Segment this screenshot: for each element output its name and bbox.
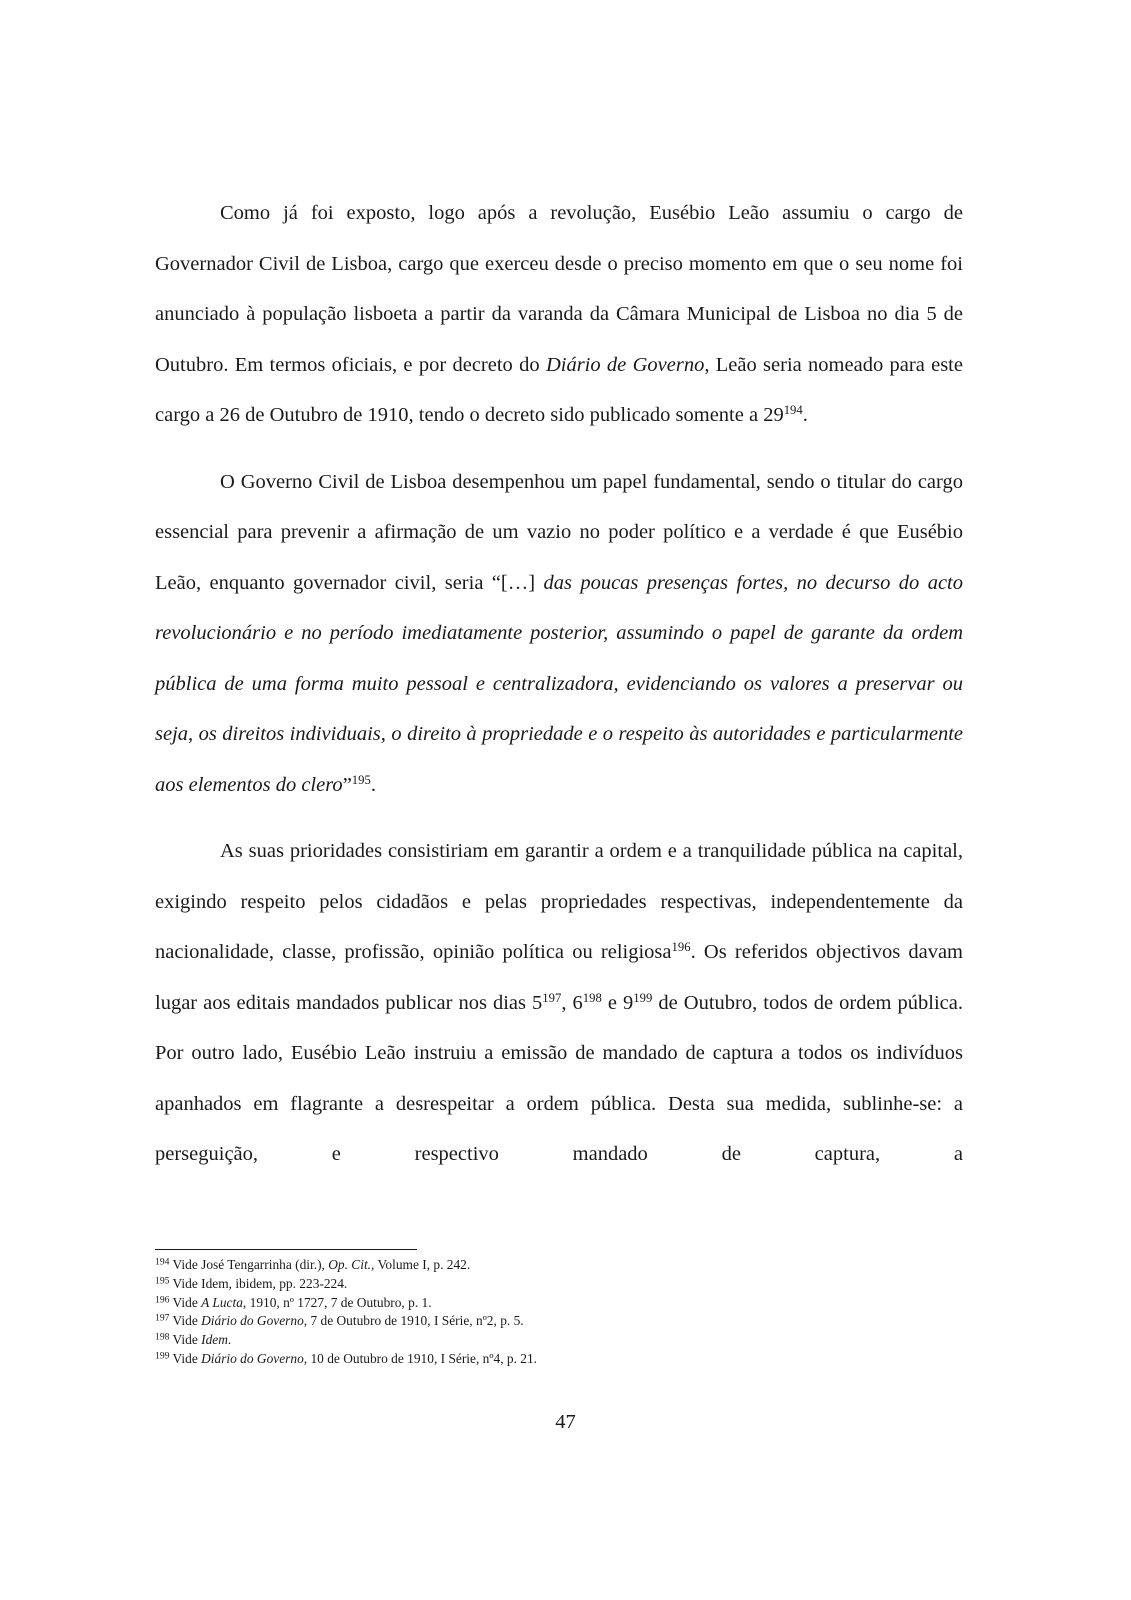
footnote-194: [155, 1256, 963, 1275]
body-text: [155, 188, 963, 1196]
paragraph-2-end: .: [370, 773, 376, 796]
paragraph-3-text-cont-2: , 6: [561, 991, 583, 1014]
paragraph-3: [155, 826, 963, 1180]
footnote-text-end: .: [227, 1332, 232, 1348]
publication-title: Diário de Governo: [545, 353, 705, 376]
italic-quotation: das poucas presenças fortes, no decurso do acto revolucionário e no período imediatamente posterior, assumindo o papel de garante da ordem pública de uma forma muito pessoal e centralizadora, evidenciando os valores a preservar ou seja, os direitos individuais, o direito à propriedade e o respeito às autoridades e particularmente aos elementos do clero: [155, 571, 963, 796]
footnote-199: [155, 1350, 963, 1369]
paragraph-2: [155, 457, 963, 811]
footnote-196: [155, 1294, 963, 1313]
footnote-number: 198: [155, 1331, 170, 1343]
footnote-197: [155, 1312, 963, 1331]
footnote-ref-198[interactable]: 198: [582, 990, 602, 1005]
paragraph-1-text-cont: , Leão seria nomeado para este cargo a 26 de Outubro de 1910, tendo o decreto sido publicado somente a 29: [155, 353, 963, 426]
footnote-text: Vide: [172, 1350, 202, 1366]
footnote-ref-199[interactable]: 199: [633, 990, 653, 1005]
paragraph-3-text-cont-3: e 9: [601, 991, 634, 1014]
footnote-number: 196: [155, 1294, 170, 1306]
footnote-italic: Diário do Governo: [201, 1350, 304, 1366]
footnote-separator: [155, 1249, 417, 1250]
paragraph-1-text: Como já foi exposto, logo após a revolução, Eusébio Leão assumiu o cargo de Governador Civil de Lisboa, cargo que exerceu desde o preciso momento em que o seu nome foi anunciado à população lisboeta a partir da varanda da Câmara Municipal de Lisboa no dia 5 de Outubro. Em termos oficiais, e por decreto do: [155, 202, 963, 376]
footnote-198: [155, 1331, 963, 1350]
paragraph-2-text: O Governo Civil de Lisboa desempenhou um papel fundamental, sendo o titular do cargo essencial para prevenir a afirmação de um vazio no poder político e a verdade é que Eusébio Leão, enquanto governador civil, seria “[…]: [155, 470, 963, 594]
paragraph-3-text: As suas prioridades consistiriam em garantir a ordem e a tranquilidade pública na capital, exigindo respeito pelos cidadãos e pelas propriedades respectivas, independentemente da nacionalidade, classe, profissão, opinião política ou religiosa: [155, 840, 963, 963]
footnotes: [155, 1256, 963, 1369]
footnote-text-end: , 1910, nº 1727, 7 de Outubro, p. 1.: [242, 1294, 432, 1310]
footnote-number: 199: [155, 1350, 170, 1362]
footnote-text: Vide: [172, 1294, 202, 1310]
footnote-italic: Diário do Governo: [201, 1313, 304, 1329]
footnote-text: Vide: [172, 1332, 202, 1348]
closing-quote: ”: [342, 773, 352, 796]
footnote-195: [155, 1275, 963, 1294]
footnote-ref-195[interactable]: 195: [351, 772, 371, 787]
paragraph-1: [155, 188, 963, 441]
footnote-text-end: , 7 de Outubro de 1910, I Série, nº2, p. 5.: [303, 1313, 524, 1329]
footnote-italic: Op. Cit.: [328, 1257, 372, 1272]
footnote-ref-194[interactable]: 194: [783, 403, 803, 418]
footnote-italic: A Lucta: [201, 1294, 243, 1310]
footnote-text-end: , Volume I, p. 242.: [371, 1257, 471, 1272]
footnote-italic: Idem: [201, 1332, 228, 1348]
footnote-number: 194: [155, 1256, 170, 1268]
page-number: 47: [555, 1411, 576, 1433]
paragraph-1-end: .: [802, 404, 808, 426]
paragraph-3-text-cont: . Os referidos objectivos davam lugar aos editais mandados publicar nos dias 5: [155, 941, 963, 1014]
footnote-text: Vide: [172, 1313, 202, 1329]
footnote-text: Vide Idem, ibidem, pp. 223-224.: [172, 1275, 348, 1291]
footnote-text-end: , 10 de Outubro de 1910, I Série, nº4, p. 21.: [303, 1350, 538, 1366]
paragraph-3-text-cont-4: de Outubro, todos de ordem pública. Por outro lado, Eusébio Leão instruiu a emissão de mandado de captura a todos os indivíduos apanhados em flagrante a desrespeitar a ordem pública. Desta sua medida, sublinhe-se: a perseguição, e respectivo mandado de captura, a: [155, 991, 963, 1165]
footnote-number: 197: [155, 1313, 170, 1325]
footnote-text: Vide José Tengarrinha (dir.),: [172, 1257, 329, 1272]
footnote-number: 195: [155, 1275, 170, 1287]
footnote-ref-197[interactable]: 197: [542, 990, 562, 1005]
footnote-ref-196[interactable]: 196: [671, 940, 691, 955]
